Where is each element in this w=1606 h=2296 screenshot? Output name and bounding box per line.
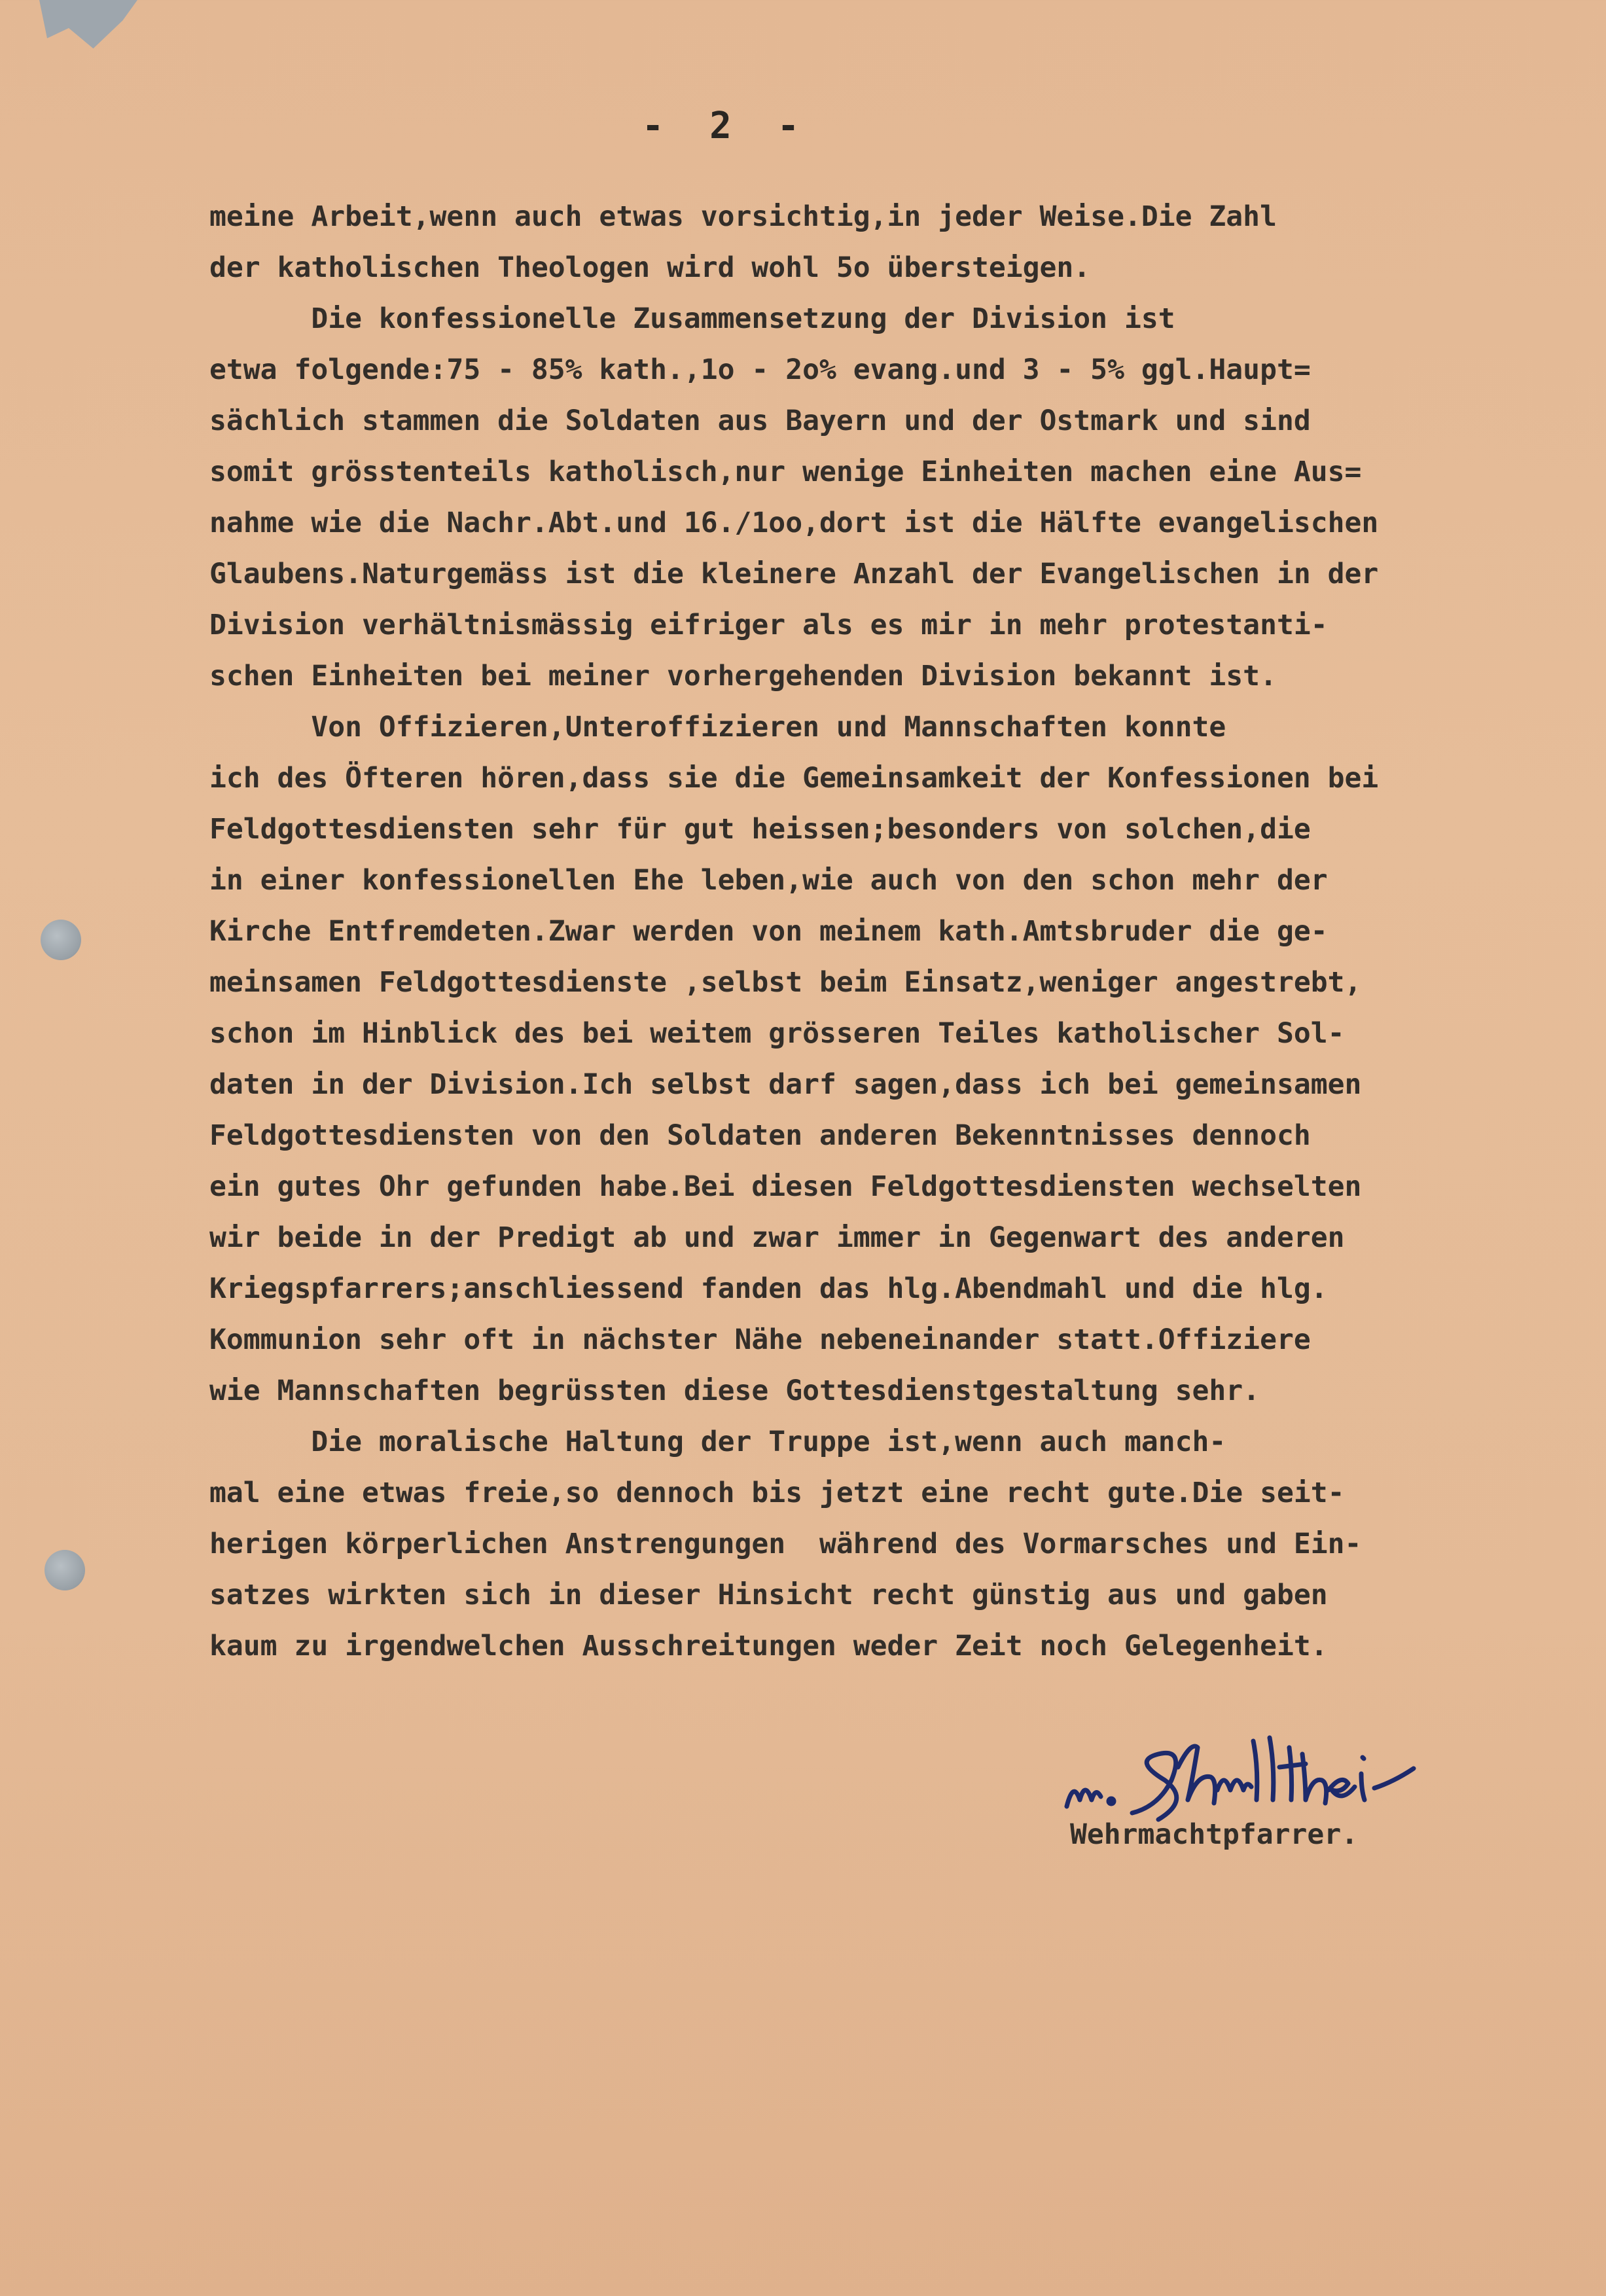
torn-corner [39, 0, 137, 51]
text-line: ein gutes Ohr gefunden habe.Bei diesen Feldgottesdiensten wechselten [209, 1170, 1362, 1203]
letter-body [209, 191, 1606, 1672]
text-line: meine Arbeit,wenn auch etwas vorsichtig,in jeder Weise.Die Zahl [209, 200, 1277, 233]
text-line: Feldgottesdiensten von den Soldaten anderen Bekenntnisses dennoch [209, 1119, 1311, 1152]
text-line: schon im Hinblick des bei weitem grösseren Teiles katholischer Sol- [209, 1017, 1345, 1050]
text-line: der katholischen Theologen wird wohl 5o übersteigen. [209, 251, 1091, 284]
text-line: daten in der Division.Ich selbst darf sagen,dass ich bei gemeinsamen [209, 1068, 1362, 1101]
page-number: - 2 - [641, 105, 812, 147]
text-line: wie Mannschaften begrüssten diese Gottesdienstgestaltung sehr. [209, 1374, 1260, 1407]
text-line: ich des Öfteren hören,dass sie die Gemeinsamkeit der Konfessionen bei [209, 762, 1379, 795]
text-line: wir beide in der Predigt ab und zwar immer in Gegenwart des anderen [209, 1221, 1345, 1254]
text-line: kaum zu irgendwelchen Ausschreitungen weder Zeit noch Gelegenheit. [209, 1630, 1328, 1662]
text-line: in einer konfessionellen Ehe leben,wie auch von den schon mehr der [209, 864, 1328, 897]
signer-title: Wehrmachtpfarrer. [1070, 1818, 1359, 1851]
text-line: Die konfessionelle Zusammensetzung der Division ist [209, 302, 1175, 335]
text-line: Von Offizieren,Unteroffizieren und Mannschaften konnte [209, 711, 1226, 744]
text-line: herigen körperlichen Anstrengungen während des Vormarsches und Ein- [209, 1528, 1362, 1560]
text-line: Die moralische Haltung der Truppe ist,wenn auch manch- [209, 1426, 1226, 1458]
text-line: mal eine etwas freie,so dennoch bis jetzt eine recht gute.Die seit- [209, 1477, 1345, 1509]
text-line: Kriegspfarrers;anschliessend fanden das hlg.Abendmahl und die hlg. [209, 1272, 1328, 1305]
punch-hole-bottom [45, 1550, 85, 1590]
text-line: etwa folgende:75 - 85% kath.,1o - 2o% evang.und 3 - 5% ggl.Haupt= [209, 353, 1311, 386]
punch-hole-top [41, 920, 81, 960]
text-line: Kommunion sehr oft in nächster Nähe nebeneinander statt.Offiziere [209, 1323, 1311, 1356]
text-line: Glaubens.Naturgemäss ist die kleinere Anzahl der Evangelischen in der [209, 558, 1379, 590]
text-line: meinsamen Feldgottesdienste ,selbst beim Einsatz,weniger angestrebt, [209, 966, 1362, 999]
text-line: Division verhältnismässig eifriger als es mir in mehr protestanti- [209, 609, 1328, 641]
text-line: sächlich stammen die Soldaten aus Bayern und der Ostmark und sind [209, 404, 1311, 437]
text-line: nahme wie die Nachr.Abt.und 16./1oo,dort ist die Hälfte evangelischen [209, 507, 1379, 539]
text-line: Kirche Entfremdeten.Zwar werden von meinem kath.Amtsbruder die ge- [209, 915, 1328, 948]
text-line: schen Einheiten bei meiner vorhergehenden Division bekannt ist. [209, 660, 1277, 692]
text-line: Feldgottesdiensten sehr für gut heissen;besonders von solchen,die [209, 813, 1311, 846]
text-line: satzes wirkten sich in dieser Hinsicht recht günstig aus und gaben [209, 1579, 1328, 1611]
handwritten-signature [1054, 1728, 1459, 1833]
text-line: somit grösstenteils katholisch,nur wenige Einheiten machen eine Aus= [209, 456, 1362, 488]
